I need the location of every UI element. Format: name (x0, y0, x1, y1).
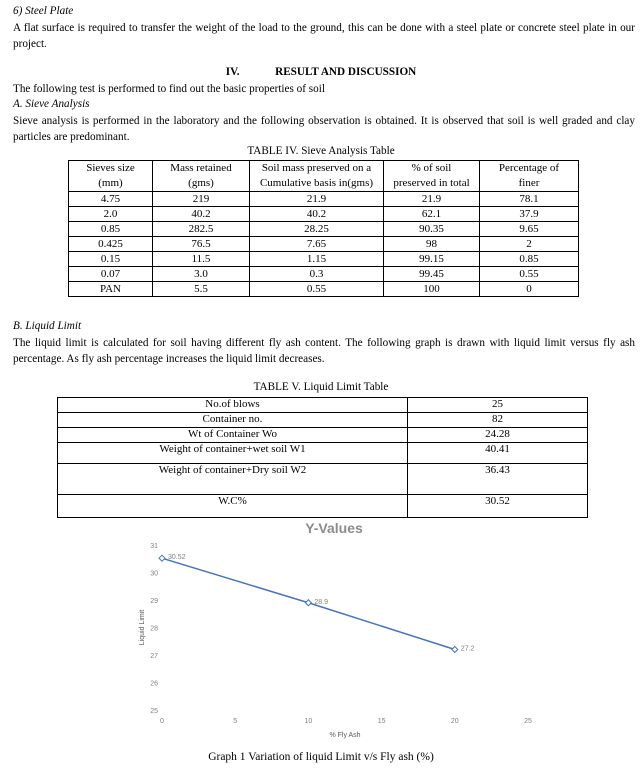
table-cell: 98 (384, 237, 480, 252)
sieve-header-line: Percentage of (498, 162, 560, 174)
table-cell: 0.07 (69, 267, 153, 282)
x-tick-label: 0 (160, 718, 164, 725)
liquid-label-cell: W.C% (58, 495, 408, 518)
sieve-header-cell (153, 161, 250, 192)
graph-caption: Graph 1 Variation of liquid Limit v/s Fly ash (%) (208, 751, 434, 763)
sieve-header-line: Mass retained (170, 162, 232, 174)
table-row (69, 237, 579, 252)
table-cell: 78.1 (480, 192, 579, 207)
table-cell: 62.1 (384, 207, 480, 222)
table-cell: 219 (153, 192, 250, 207)
liquid-value-cell: 40.41 (408, 443, 588, 464)
liquid-label-cell: No.of blows (58, 398, 408, 413)
sieve-header-line: Sieves size (86, 162, 135, 174)
y-tick-label: 27 (150, 653, 158, 660)
table-cell: 90.35 (384, 222, 480, 237)
table-cell: 0.3 (250, 267, 384, 282)
sieve-header-line: (mm) (98, 177, 123, 189)
liquid-table-caption: TABLE V. Liquid Limit Table (253, 381, 389, 393)
table-cell: 99.15 (384, 252, 480, 267)
table-cell: 0.15 (69, 252, 153, 267)
sieve-header-line: % of soil (411, 162, 452, 174)
liquid-label-cell: Weight of container+Dry soil W2 (58, 464, 408, 495)
table-cell: 1.15 (250, 252, 384, 267)
x-tick-label: 10 (304, 718, 313, 725)
sieve-header-cell (480, 161, 579, 192)
liquid-label-cell: Weight of container+wet soil W1 (58, 443, 408, 464)
table-row (58, 413, 588, 428)
table-cell: 0.85 (69, 222, 153, 237)
liquid-value-cell: 24.28 (408, 428, 588, 443)
table-row (69, 222, 579, 237)
table-cell: 40.2 (250, 207, 384, 222)
table-row (69, 192, 579, 207)
table-row (69, 207, 579, 222)
sieve-header-cell (384, 161, 480, 192)
liquid-limit-chart (128, 518, 546, 746)
table-cell: 7.65 (250, 237, 384, 252)
section-title: RESULT AND DISCUSSION (275, 66, 417, 78)
liquid-value-cell: 30.52 (408, 495, 588, 518)
table-cell: 0.425 (69, 237, 153, 252)
table-cell: 0.85 (480, 252, 579, 267)
table-cell: PAN (69, 282, 153, 297)
table-cell: 99.45 (384, 267, 480, 282)
liquid-heading: B. Liquid Limit (13, 320, 82, 332)
section-number: IV. (225, 66, 240, 78)
y-axis-label: Liquid Limit (139, 609, 146, 646)
sieve-header-line: Cumulative basis in(gms) (259, 177, 374, 189)
x-tick-label: 15 (377, 718, 386, 725)
table-cell: 21.9 (384, 192, 480, 207)
x-axis-label: % Fly Ash (329, 732, 361, 739)
sieve-heading: A. Sieve Analysis (13, 98, 90, 110)
table-cell: 28.25 (250, 222, 384, 237)
liquid-limit-table (57, 397, 588, 518)
sieve-table-header-row (69, 161, 579, 192)
table-row (58, 428, 588, 443)
table-row (69, 252, 579, 267)
liquid-value-cell: 36.43 (408, 464, 588, 495)
table-cell: 11.5 (153, 252, 250, 267)
data-point (452, 647, 458, 653)
table-cell: 2.0 (69, 207, 153, 222)
y-tick-label: 29 (150, 598, 158, 605)
sieve-header-line: (gms) (188, 177, 214, 189)
table-cell: 5.5 (153, 282, 250, 297)
liquid-value-cell: 25 (408, 398, 588, 413)
table-cell: 76.5 (153, 237, 250, 252)
data-label: 28.9 (314, 598, 329, 606)
table-row (58, 443, 588, 464)
x-tick-label: 25 (524, 718, 532, 725)
data-point (305, 600, 311, 606)
table-row (69, 267, 579, 282)
table-cell: 3.0 (153, 267, 250, 282)
table-cell: 9.65 (480, 222, 579, 237)
section-heading (0, 66, 642, 78)
liquid-value-cell: 82 (408, 413, 588, 428)
table-row (58, 464, 588, 495)
x-tick-label: 5 (233, 718, 238, 725)
table-cell: 4.75 (69, 192, 153, 207)
y-tick-label: 28 (150, 625, 158, 633)
table-cell: 37.9 (480, 207, 579, 222)
data-point (159, 555, 165, 561)
x-tick-label: 20 (450, 718, 459, 725)
table-cell: 282.5 (153, 222, 250, 237)
sieve-paragraph: Sieve analysis is performed in the laboratory and the following observation is obtained. It is observed that soil is well graded and clay particles are predominant. (13, 115, 635, 143)
y-tick-label: 30 (150, 570, 158, 578)
data-label: 27.2 (460, 645, 475, 653)
table-row (58, 495, 588, 518)
steel-plate-heading: 6) Steel Plate (13, 5, 74, 17)
table-cell: 0.55 (250, 282, 384, 297)
y-tick-label: 31 (150, 543, 158, 550)
table-cell: 0 (480, 282, 579, 297)
sieve-header-cell (69, 161, 153, 192)
steel-plate-paragraph: A flat surface is required to transfer the weight of the load to the ground, this can be done with a steel plate or concrete steel plate in our project. (13, 22, 635, 50)
table-row (69, 282, 579, 297)
table-row (58, 398, 588, 413)
table-cell: 40.2 (153, 207, 250, 222)
chart-title: Y-Values (305, 520, 363, 536)
liquid-paragraph: The liquid limit is calculated for soil having different fly ash content. The following graph is drawn with liquid limit versus fly ash percentage. As fly ash percentage increases the liquid limit decreases. (13, 337, 635, 365)
table-cell: 0.55 (480, 267, 579, 282)
liquid-label-cell: Wt of Container Wo (58, 428, 408, 443)
table-cell: 100 (384, 282, 480, 297)
sieve-header-line: preserved in total (393, 177, 470, 189)
y-tick-label: 25 (150, 708, 158, 715)
y-tick-label: 26 (150, 680, 158, 688)
sieve-header-cell (250, 161, 384, 192)
table-cell: 2 (480, 237, 579, 252)
sieve-table-caption: TABLE IV. Sieve Analysis Table (247, 145, 395, 157)
data-label: 30.52 (168, 554, 186, 562)
table-cell: 21.9 (250, 192, 384, 207)
liquid-label-cell: Container no. (58, 413, 408, 428)
sieve-analysis-table (68, 160, 579, 297)
section-intro: The following test is performed to find out the basic properties of soil (13, 83, 325, 95)
sieve-header-line: finer (518, 177, 540, 189)
sieve-header-line: Soil mass preserved on a (261, 162, 372, 174)
